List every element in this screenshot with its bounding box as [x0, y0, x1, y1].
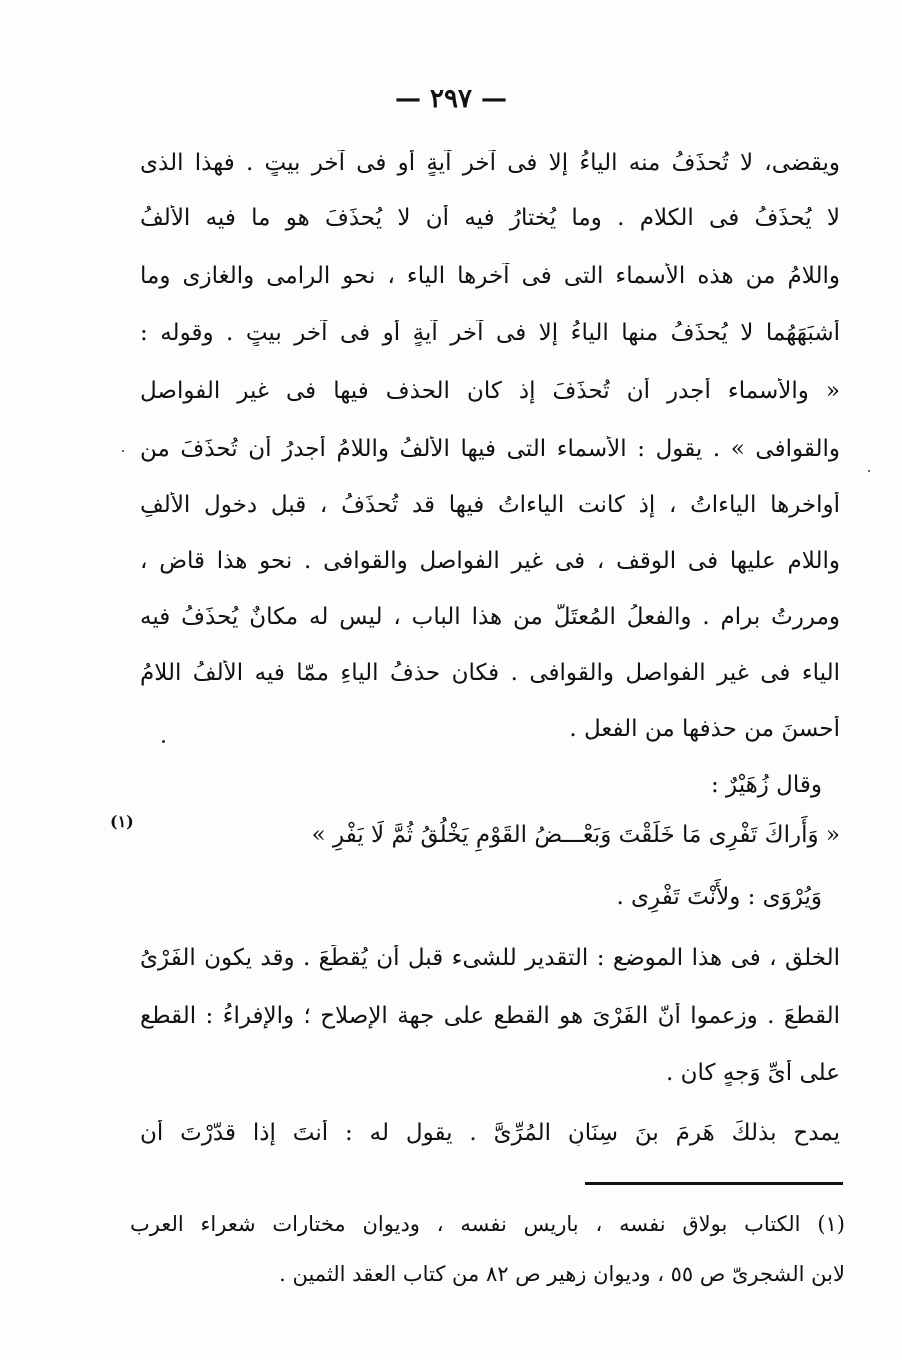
text-line: الياء فى غير الفواصل والقوافى . فكان حذفُ الياءِ ممّا فيه الألفُ اللامُ: [140, 660, 840, 686]
text-line: واللامِ عليها فى الوقف ، فى غير الفواصل والقوافى . نحو هذا قاضٍ ،: [140, 548, 840, 574]
footnote-line: لابن الشجرىّ ص ٥٥ ، وديوان زهير ص ٨٢ من كتاب العقد الثمين .: [279, 1262, 845, 1286]
text-line: « والأسماء أجدر أن تُحذَفَ إذ كان الحذف فيها فى غير الفواصل: [140, 378, 840, 404]
text-line: القطعَ . وزعموا أنّ الفَرْىَ هو القطع على جهة الإصلاح ؛ والإفراءُ : القطع: [140, 1003, 840, 1029]
page-number: — ٢٩٧ —: [394, 84, 508, 114]
text-line: أحسنَ من حذفها من الفعل .: [569, 716, 840, 742]
text-line: لا يُحذَفُ فى الكلام . وما يُختارُ فيه أن لا يُحذَفَ هو ما فيه الألفُ: [140, 205, 840, 231]
poet-intro: وقال زُهَيْرٌ :: [710, 772, 822, 798]
text-line: ويقضى، لا تُحذَفُ منه الياءُ إلا فى آخرِ آيةٍ أو فى آخرِ بيتٍ . فهذا الذى: [140, 150, 840, 176]
text-line: يمدح بذلكَ هَرِمَ بنَ سِنَانٍ المُرِّىَّ . يقول له : أنتَ إذا قدّرْتَ أن: [140, 1120, 840, 1146]
text-line: أواخرها الياءاتُ ، إذ كانت الياءاتُ فيها قد تُحذَفُ ، قبل دخول الألفِ: [140, 492, 840, 518]
variant-reading: وَيُرْوَى : ولأَنْتَ تَفْرِى .: [616, 884, 822, 910]
text-line: على أىِّ وَجهٍ كان .: [666, 1060, 840, 1086]
verse-text: « وَأَراكَ تَفْرِى مَا خَلَقْتَ وَبَعْـــضُ القَوْمِ يَخْلُقُ ثُمَّ لَا يَفْرِ »: [311, 822, 840, 848]
scan-speck: [122, 450, 124, 452]
text-line: الخلق ، فى هذا الموضع : التقدير للشىء قبل أن يُقطَعَ . وقد يكون الفَرْىُ: [140, 945, 840, 971]
scan-speck: [868, 470, 870, 472]
text-line: والقوافى » . يقول : الأسماء التى فيها الألفُ واللامُ أجدرُ أن تُحذَفَ من: [140, 436, 840, 462]
text-line: أشبَهَهُما لا يُحذَفُ منها الياءُ إلا فى آخرِ آيةٍ أو فى آخرِ بيتٍ . وقوله :: [140, 320, 840, 346]
text-line: ومررتُ برامٍ . والفعلُ المُعتَلُّ من هذا الباب ، ليس له مكانٌ يُحذَفُ فيه: [140, 604, 840, 630]
footnote-line: (١) الكتاب بولاق نفسه ، باريس نفسه ، وديوان مختارات شعراء العرب: [130, 1212, 845, 1236]
footnote-reference: (١): [110, 812, 134, 831]
poetry-verse: [140, 822, 840, 848]
scan-speck: [162, 740, 165, 743]
text-line: واللامُ من هذه الأسماء التى فى آخرها الياء ، نحو الرامى والغازى وما: [140, 263, 840, 289]
footnote-separator: [585, 1182, 843, 1185]
